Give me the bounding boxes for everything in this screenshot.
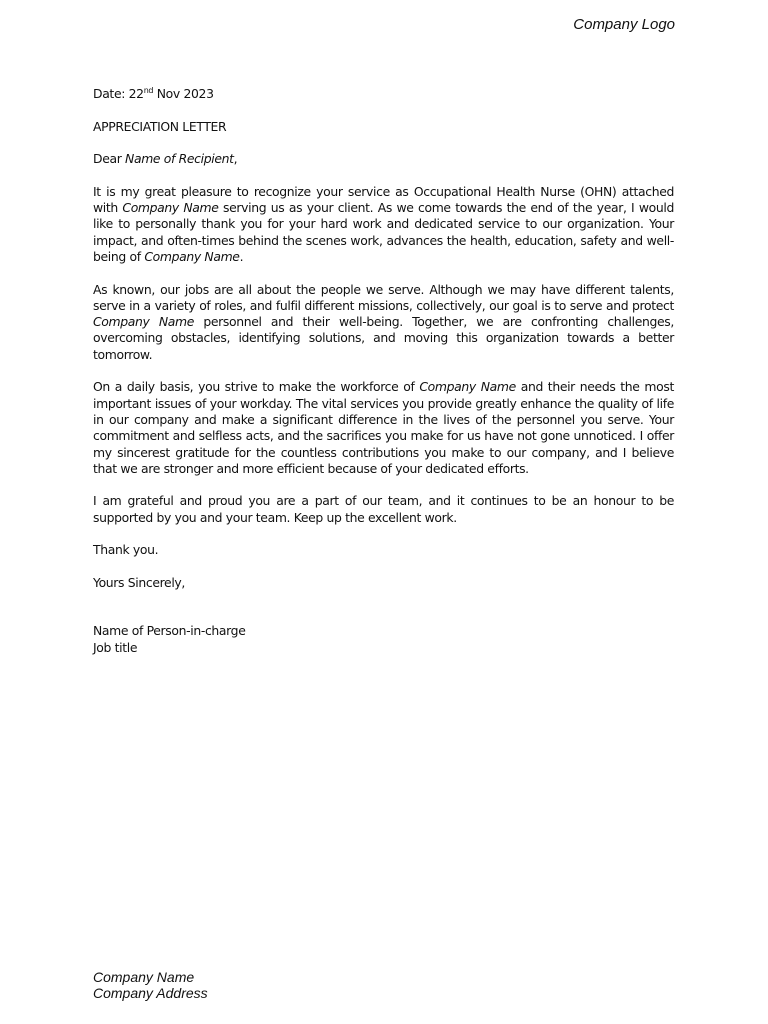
recipient-placeholder: Name of Recipient [125, 151, 234, 167]
footer-company-name: Company Name [93, 969, 195, 985]
paragraph-1 [93, 184, 674, 265]
closing-line: Yours Sincerely, [93, 574, 185, 590]
salutation [93, 151, 674, 167]
paragraph-4: I am grateful and proud you are a part of our team, and it continues to be an honour to be supported by you and your team. Keep up the excellent work. [93, 493, 674, 525]
date-line [93, 86, 674, 102]
letter-heading: APPRECIATION LETTER [93, 118, 227, 134]
company-placeholder-4: Company Name [419, 379, 516, 395]
company-placeholder-3: Company Name [93, 314, 194, 330]
paragraph-1-part-b: serving us as your client. As we come towards the end of the year, I would like to personally thank you for your hard work and dedicated service to our organization. Your impact, and often-times behind the scenes work, advances the health, education, safety and well-being of [93, 200, 674, 264]
paragraph-2-part-b: personnel and their well-being. Together, we are confronting challenges, overcoming obstacles, identifying solutions, and moving this organization towards a better tomorrow. [93, 314, 674, 362]
signer-name: Name of Person-in-charge [93, 623, 246, 639]
paragraph-3-part-b: and their needs the most important issues of your workday. The vital services you provide greatly enhance the quality of life in our company and make a significant difference in the lives of the personnel you serve. Your commitment and selfless acts, and the sacrifices you make for us have not gone unnoticed. I offer my sincerest gratitude for the countless contributions you make to our company, and I believe that we are stronger and more efficient because of your dedicated efforts. [93, 379, 674, 476]
signature-block [93, 623, 674, 656]
company-placeholder-1: Company Name [122, 200, 219, 216]
letter-body [93, 86, 674, 656]
date-ordinal: nd [143, 85, 154, 95]
paragraph-1-part-c: . [239, 248, 244, 264]
salutation-suffix: , [233, 151, 238, 167]
letter-footer [93, 969, 208, 1001]
footer-company-address: Company Address [93, 985, 208, 1001]
company-placeholder-2: Company Name [144, 248, 240, 264]
thanks-line: Thank you. [93, 542, 159, 558]
company-logo: Company Logo [573, 16, 675, 33]
paragraph-2-part-a: As known, our jobs are all about the people we serve. Although we may have different talents, serve in a variety of roles, and fulfil different missions, collectively, our goal is to serve and protect [93, 281, 674, 313]
salutation-prefix: Dear [93, 151, 126, 167]
paragraph-3 [93, 379, 674, 477]
paragraph-3-part-a: On a daily basis, you strive to make the workforce of [93, 379, 420, 395]
date-rest: Nov 2023 [153, 86, 214, 101]
date-prefix: Date: 22 [93, 86, 144, 101]
signer-title: Job title [93, 639, 138, 655]
paragraph-1-part-a: It is my great pleasure to recognize your service as Occupational Health Nurse (OHN) attached with [93, 183, 674, 216]
paragraph-2 [93, 282, 674, 363]
